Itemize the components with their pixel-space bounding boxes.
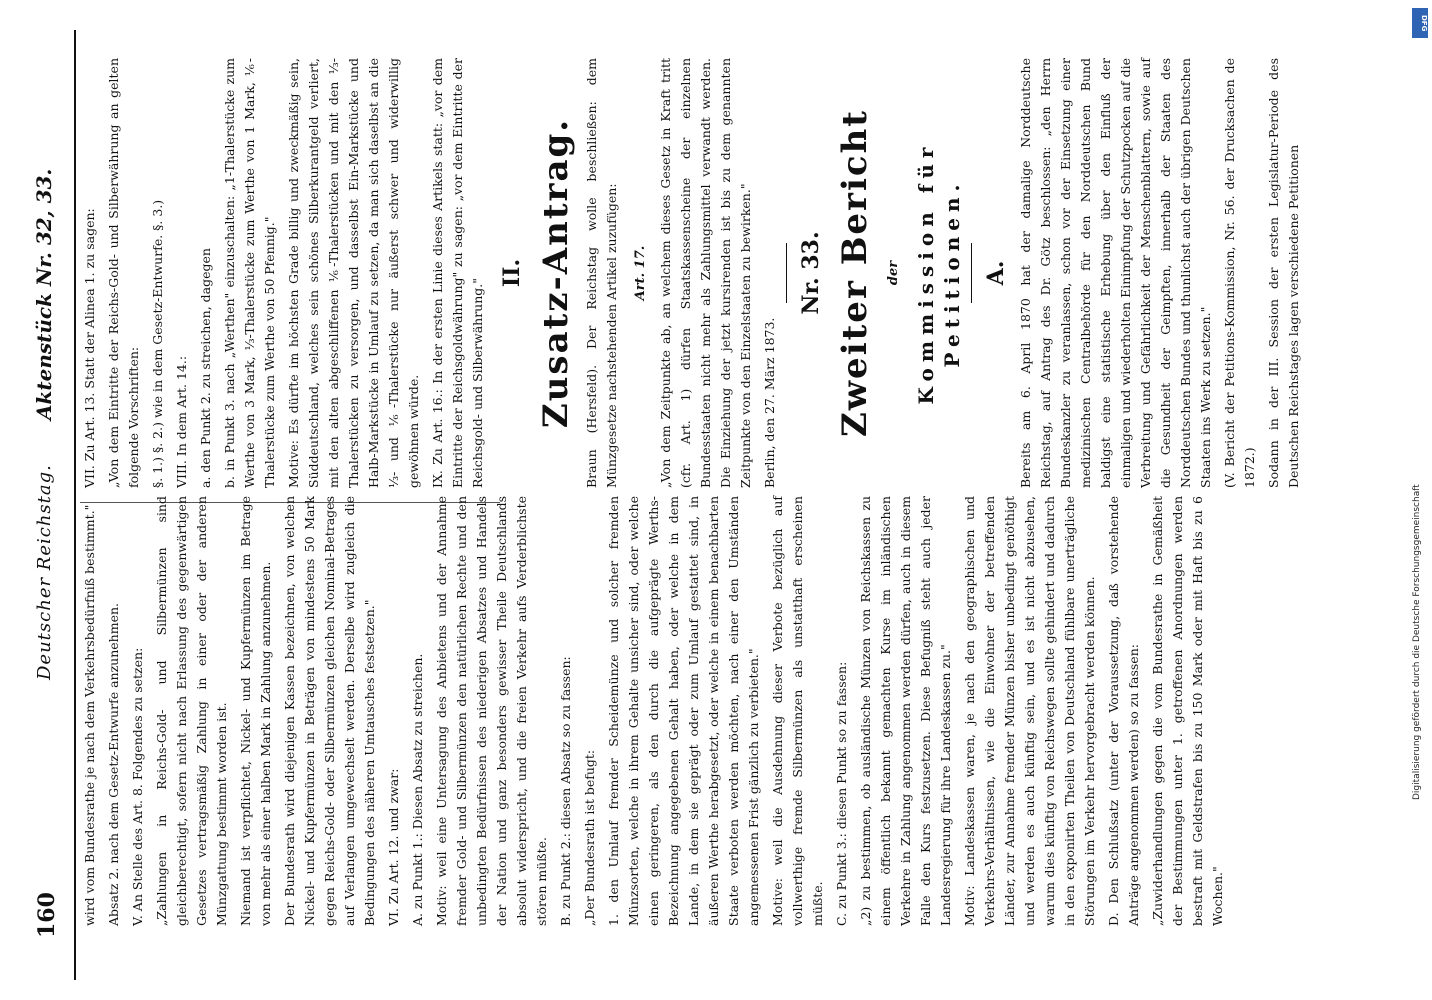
left-paragraph: C. zu Punkt 3.: diesen Punkt so zu fassen: <box>834 661 849 926</box>
left-paragraph: Niemand ist verpflichtet, Nickel- und Kupfermünzen im Betrage von mehr als einer halben Mark in Zahlung anzunehmen. <box>238 496 273 926</box>
digitization-credit <box>1412 40 1426 800</box>
page-number: 160 <box>34 892 60 938</box>
left-paragraph: „Der Bundesrath ist befugt: <box>582 749 597 926</box>
left-paragraph: V. An Stelle des Art. 8. Folgendes zu setzen: <box>130 647 145 926</box>
right-paragraph: IX. Zu Art. 16.: In der ersten Linie dieses Artikels statt: „vor dem Eintritte der Reichsgoldwährung" zu sagen: „vor dem Eintritte der Reichsgold- und Silberwährung." <box>430 58 485 488</box>
left-paragraph: D. Den Schlußsatz (unter der Voraussetzung, daß vorstehende Anträge angenommen werden) so zu fassen: <box>1106 496 1141 926</box>
artefact-label: Aktenstück Nr. 32, 33. <box>32 168 56 420</box>
right-paragraph: „Von dem Zeitpunkte ab, an welchem dieses Gesetz in Kraft tritt (cfr. Art. 1) dürfen Staatskassenscheine der einzelnen Bundesstaaten nicht mehr als Zahlungsmittel verwandt werden. Die Einziehung der jetzt kursirenden ist bis zu dem genannten Zeitpunkte von den Einzelstaaten zu bewirken." <box>658 58 753 488</box>
right-paragraph: VIII. In dem Art. 14.: <box>174 355 189 488</box>
right-paragraph: Berlin, den 27. März 1873. <box>762 317 777 488</box>
report-subtitle-connector: der <box>886 260 901 286</box>
left-paragraph: „Zahlungen in Reichs-Gold- und Silbermünzen sind gleichberechtigt, sofern nicht nach Erlassung des gegenwärtigen Gesetzes vertragsmäßig Zahlung in einer oder der anderen Münzgattung bestimmt worden ist. <box>154 496 229 926</box>
left-paragraph: Motive: weil die Ausdehnung dieser Verbote bezüglich auf vollwerthige fremde Silbermünzen als unstatthaft erscheinen müßte. <box>770 496 825 926</box>
subsection-letter: A. <box>983 260 1009 286</box>
subtitle-rule <box>971 243 972 303</box>
right-paragraph: a. den Punkt 2. zu streichen, dagegen <box>198 248 213 488</box>
right-paragraph: Braun (Hersfeld). Der Reichstag wolle beschließen: dem Münzgesetze nachstehenden Artikel zuzufügen: <box>584 58 619 488</box>
right-paragraph: §. 1.) §. 2.) wie in dem Gesetz-Entwurfe. §. 3.) <box>150 199 165 488</box>
left-paragraph: Absatz 2. nach dem Gesetz-Entwurfe anzunehmen. <box>106 603 121 926</box>
left-paragraph: „2) zu bestimmen, ob ausländische Münzen von Reichskassen zu einem öffentlich bekannt gemachten Kurse im inländischen Verkehre in Zahlung angenommen werden dürfen, auch in diesem Falle den Kurs festzusetzen. Diese Befugniß steht auch jeder Landesregierung für ihre Landeskassen zu." <box>858 496 953 926</box>
section-rule <box>786 243 787 303</box>
right-paragraph: Motive: Es dürfte im höchsten Grade billig und zweckmäßig sein, Süddeutschland, welches sein schönes Silberkurantgeld verliert, mit den alten abgeschliffenen ⅙-Thalerstücken und mit den ⅓-Thalerstücken zu versorgen, und dasselbst Ein-Markstücke und Halb-Markstücke in Umlauf zu setzen, da man sich daselbst an die ⅓- und ⅙-Thalerstücke nur äußerst schwer und widerwillig gewöhnen würde. <box>286 58 421 488</box>
right-paragraph: Bereits am 6. April 1870 hat der damalige Norddeutsche Reichstag, auf Antrag des Dr. Götz beschlossen: „den Herrn Bundeskanzler zu veranlassen, schon vor der Einsetzung einer medizinischen Centralbehörde für den Norddeutschen Bund baldigst eine statistische Erhebung über den Einfluß der einmaligen und wiederholten Einimpfung der Schutzpocken auf die Verbreitung und Gefährlichkeit der Menschenblattern, sowie auf die Gesundheit der Geimpften, innerhalb der Staaten des Norddeutschen Bundes und thunlichst auch der übrigen Deutschen Staaten ins Werk zu setzen." <box>1018 58 1213 488</box>
left-paragraph: A. zu Punkt 1.: Diesen Absatz zu streichen. <box>410 653 425 926</box>
running-title: Deutscher Reichstag. <box>34 464 55 680</box>
left-paragraph: Motiv: weil eine Untersagung des Anbietens und der Annahme fremder Gold- und Silbermünzen den natürlichen Rechte und den unbedingten Bedürfnissen des niederigen Absatzes und Handels der Nation und ganz besonders gewisser Theile Deutschlands absolut widerspricht, und die freien Verkehr aufs Verderblichste stören müßte. <box>434 496 549 926</box>
section-heading: Zusatz-Antrag. <box>536 117 576 429</box>
digitization-credit-text: Digitalisierung gefördert durch die Deutsche Forschungsgemeinschaft <box>1412 484 1422 800</box>
dfg-logo <box>1412 8 1428 38</box>
document-number: Nr. 33. <box>798 231 824 315</box>
right-paragraph: Sodann in der III. Session der ersten Legislatur-Periode des Deutschen Reichstages lagen verschiedene Petitionen <box>1266 58 1301 488</box>
dfg-logo-text: DFG <box>1420 14 1428 32</box>
left-paragraph: 1. den Umlauf fremder Scheidemünze und solcher fremden Münzsorten, welche in ihrem Gehalte unsicher sind, oder welche einen geringeren, als den durch die aufgeprägte Werths-Bezeichnung angegebenen Gehalt haben, oder welche in dem Lande, in dem sie geprägt oder zum Umlauf gestattet sind, in äußeren Werthe herabgesetzt, oder welche in einem benachbarten Staate verboten werden möchten, nach einer den Umständen angemessenen Frist gänzlich zu verbieten." <box>606 496 761 926</box>
right-paragraph: „Von dem Eintritte der Reichs-Gold- und Silberwährung an gelten folgende Vorschriften: <box>106 58 141 488</box>
article-heading: Art. 17. <box>633 245 648 301</box>
right-column <box>80 58 1308 488</box>
page-header <box>8 30 76 980</box>
report-subtitle: Kommission für Petitionen. <box>914 141 964 405</box>
report-title: Zweiter Bericht <box>835 108 875 438</box>
left-paragraph: Motiv: Landeskassen waren, je nach den geographischen und Verkehrs-Verhältnissen, wie die Einwohner der betreffenden Länder, zur Annahme fremder Münzen bisher unbedingt genöthigt und werden es auch künftig sein, und es ist nicht abzusehen, warum dies künftig von Reichswegen sollte gehindert und dadurch in den exponirten Theilen von Deutschland fühlbare unerträgliche Störungen im Verkehr hervorgebracht werden können. <box>962 496 1097 926</box>
section-number: II. <box>499 258 525 288</box>
left-paragraph: VI. Zu Art. 12. und zwar: <box>386 768 401 926</box>
left-paragraph: B. zu Punkt 2.: diesen Absatz so zu fassen: <box>558 656 573 926</box>
left-paragraph: wird vom Bundesrathe je nach dem Verkehrsbedürfniß bestimmt." <box>82 504 97 926</box>
right-paragraph: VII. Zu Art. 13. Statt der Alinea 1. zu sagen: <box>82 208 97 488</box>
left-paragraph: Der Bundesrath wird diejenigen Kassen bezeichnen, von welchen Nickel- und Kupfermünzen in Beträgen von mindestens 50 Mark gegen Reichs-Gold- oder Silbermünzen gleichen Nominal-Betrages auf Verlangen umgewechselt werden. Derselbe wird zugleich die Bedingungen des näheren Umtausches festsetzen." <box>282 496 377 926</box>
left-paragraph: „Zuwiderhandlungen gegen die vom Bundesrathe in Gemäßheit der Bestimmungen unter 1. getroffenen Anordnungen werden bestraft mit Geldstrafen bis zu 150 Mark oder mit Haft bis zu 6 Wochen." <box>1150 496 1225 926</box>
right-paragraph: b. in Punkt 3. nach „Werthen" einzuschalten: „1-Thalerstücke zum Werthe von 3 Mark, ⅓-Thalerstücke zum Werthe von 1 Mark, ⅙-Thalerstücke zum Werthe von 50 Pfennig." <box>222 58 277 488</box>
right-paragraph: (V. Bericht der Petitions-Kommission, Nr. 56. der Drucksachen de 1872.) <box>1222 58 1257 488</box>
left-column <box>80 496 1232 926</box>
